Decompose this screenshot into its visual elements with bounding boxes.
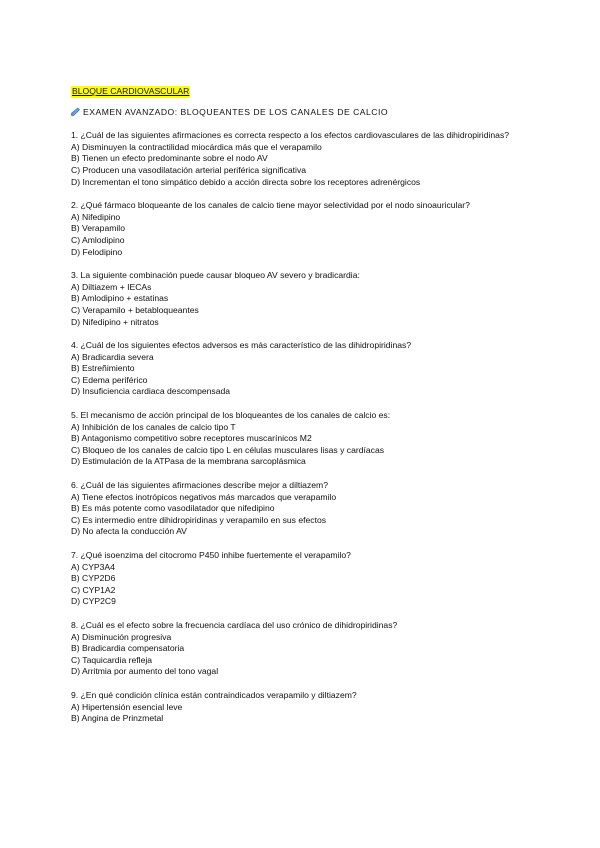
question-stem: 1. ¿Cuál de las siguientes afirmaciones es correcta respecto a los efectos cardiovasculares de las dihidropiridinas? bbox=[71, 130, 510, 141]
answer-option: C) CYP1A2 bbox=[71, 584, 116, 595]
answer-option: D) Nifedipino + nitratos bbox=[71, 316, 159, 327]
question-5 bbox=[71, 410, 529, 468]
answer-option: B) Antagonismo competitivo sobre receptores muscarínicos M2 bbox=[71, 433, 312, 444]
question-stem: 3. La siguiente combinación puede causar bloqueo AV severo y bradicardia: bbox=[71, 270, 360, 281]
block-title: BLOQUE CARDIOVASCULAR bbox=[72, 86, 190, 96]
question-3 bbox=[71, 270, 529, 328]
answer-option: B) Estreñimiento bbox=[71, 363, 135, 374]
answer-option: A) Tiene efectos inotrópicos negativos más marcados que verapamilo bbox=[71, 491, 337, 502]
question-2 bbox=[71, 200, 529, 258]
answer-option: A) Diltiazem + IECAs bbox=[71, 281, 152, 292]
answer-option: A) Nifedipino bbox=[71, 211, 121, 222]
answer-option: A) Disminuyen la contractilidad miocárdica más que el verapamilo bbox=[71, 141, 322, 152]
question-stem: 5. El mecanismo de acción principal de los bloqueantes de los canales de calcio es: bbox=[71, 410, 391, 421]
test-tube-icon bbox=[71, 107, 80, 117]
answer-option: A) Disminución progresiva bbox=[71, 631, 172, 642]
question-stem: 8. ¿Cuál es el efecto sobre la frecuencia cardíaca del uso crónico de dihidropiridinas? bbox=[71, 619, 398, 630]
question-8 bbox=[71, 620, 529, 678]
question-stem: 4. ¿Cuál de los siguientes efectos adversos es más característico de las dihidropiridinas? bbox=[71, 340, 412, 351]
answer-option: D) Estimulación de la ATPasa de la membrana sarcoplásmica bbox=[71, 456, 306, 467]
question-stem: 7. ¿Qué isoenzima del citocromo P450 inhibe fuertemente el verapamilo? bbox=[71, 550, 351, 560]
question-stem: 2. ¿Qué fármaco bloqueante de los canales de calcio tiene mayor selectividad por el nodo sinoauricular? bbox=[71, 200, 470, 211]
answer-option: B) CYP2D6 bbox=[71, 573, 116, 584]
answer-option: A) Inhibición de los canales de calcio tipo T bbox=[71, 421, 236, 432]
answer-option: A) Hipertensión esencial leve bbox=[71, 701, 183, 712]
answer-option: B) Tienen un efecto predominante sobre el nodo AV bbox=[71, 153, 268, 164]
answer-option: C) Es intermedio entre dihidropiridinas y verapamilo en sus efectos bbox=[71, 514, 327, 525]
answer-option: B) Verapamilo bbox=[71, 223, 125, 234]
answer-option: B) Bradicardia compensatoria bbox=[71, 643, 185, 654]
answer-option: B) Es más potente como vasodilatador que nifedipino bbox=[71, 503, 275, 514]
exam-title: EXAMEN AVANZADO: BLOQUEANTES DE LOS CANALES DE CALCIO bbox=[83, 106, 389, 117]
question-7 bbox=[71, 550, 529, 608]
question-6 bbox=[71, 480, 529, 538]
question-1 bbox=[71, 130, 529, 188]
answer-option: A) Bradicardia severa bbox=[71, 351, 154, 362]
answer-option: C) Taquicardia refleja bbox=[71, 654, 153, 665]
answer-option: C) Producen una vasodilatación arterial periférica significativa bbox=[71, 164, 307, 175]
answer-option: D) Arritmia por aumento del tono vagal bbox=[71, 666, 219, 677]
answer-option: D) Incrementan el tono simpático debido a acción directa sobre los receptores adrenérgicos bbox=[71, 176, 421, 187]
answer-option: D) Felodipino bbox=[71, 246, 123, 257]
question-list bbox=[71, 130, 529, 725]
answer-option: C) Bloqueo de los canales de calcio tipo L en células musculares lisas y cardíacas bbox=[71, 444, 385, 455]
answer-option: B) Angina de Prinzmetal bbox=[71, 713, 164, 724]
answer-option: A) CYP3A4 bbox=[71, 561, 115, 572]
answer-option: C) Edema periférico bbox=[71, 374, 148, 385]
question-4 bbox=[71, 340, 529, 398]
document-page bbox=[71, 86, 529, 725]
question-stem: 6. ¿Cuál de las siguientes afirmaciones describe mejor a diltiazem? bbox=[71, 480, 328, 491]
answer-option: D) Insuficiencia cardiaca descompensada bbox=[71, 386, 231, 397]
answer-option: C) Amlodipino bbox=[71, 234, 125, 245]
answer-option: B) Amlodipino + estatinas bbox=[71, 293, 169, 304]
answer-option: D) No afecta la conducción AV bbox=[71, 526, 187, 537]
answer-option: C) Verapamilo + betabloqueantes bbox=[71, 304, 199, 315]
answer-option: D) CYP2C9 bbox=[71, 596, 116, 607]
question-9 bbox=[71, 690, 529, 725]
exam-title-row bbox=[71, 107, 529, 119]
question-stem: 9. ¿En qué condición clínica están contraindicados verapamilo y diltiazem? bbox=[71, 689, 357, 700]
